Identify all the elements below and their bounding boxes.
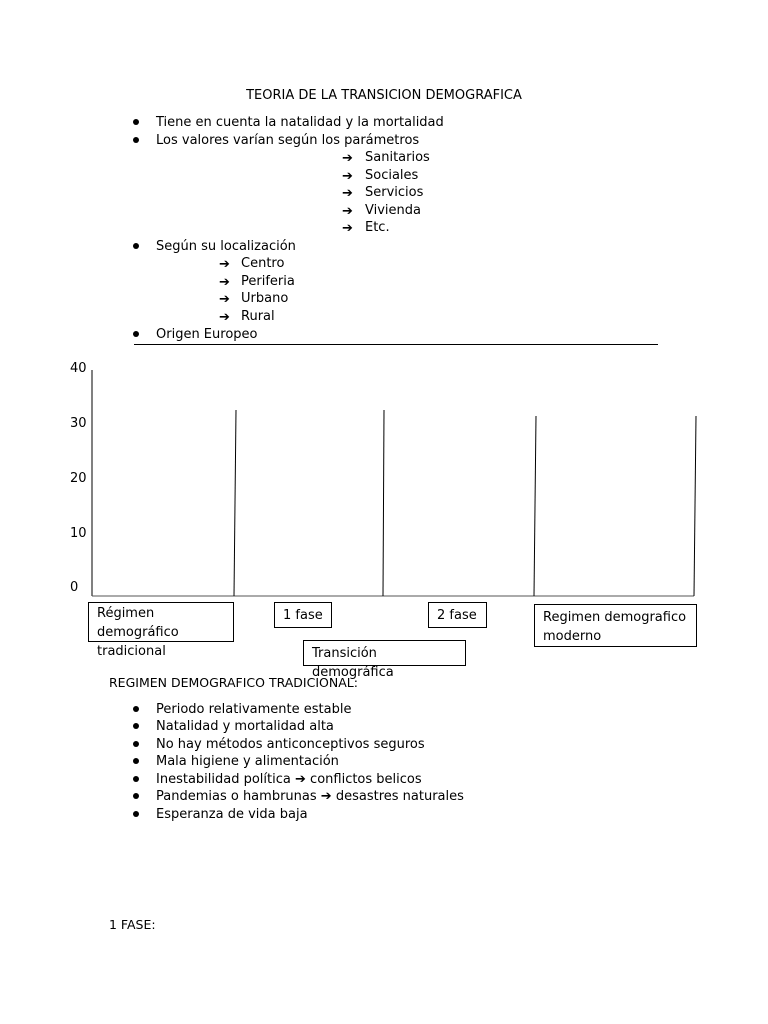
- arrow-right-icon: ➔: [342, 151, 353, 166]
- box-regimen-tradicional: [88, 602, 234, 659]
- bullet-item: Según su localización: [156, 239, 296, 254]
- parametro-item: Sanitarios: [365, 150, 430, 165]
- bullet-item: Tiene en cuenta la natalidad y la mortalidad: [156, 115, 444, 130]
- bullet-item-text: Pandemias o hambrunas: [156, 789, 317, 804]
- bullet-item: Los valores varían según los parámetros: [156, 133, 420, 148]
- arrow-right-icon: ➔: [342, 169, 353, 184]
- y-tick-label: 0: [70, 580, 79, 595]
- arrow-right-icon: ➔: [219, 257, 230, 272]
- arrow-right-icon: ➔: [342, 186, 353, 201]
- phase-divider: [534, 416, 536, 596]
- localizacion-item: Urbano: [241, 291, 289, 306]
- box-fase-1: [274, 602, 332, 628]
- box-text-line: Régimen demográfico: [97, 606, 179, 640]
- arrow-right-icon: ➔: [219, 275, 230, 290]
- box-text-line: moderno: [543, 629, 602, 644]
- bullet-marker: [133, 793, 139, 799]
- bullet-item-consequence: desastres naturales: [335, 789, 464, 804]
- y-tick-label: 10: [70, 526, 87, 541]
- box-text: 2 fase: [437, 608, 477, 623]
- arrow-right-icon: ➔: [219, 292, 230, 307]
- section-heading: 1 FASE:: [109, 917, 156, 932]
- y-tick-label: 30: [70, 416, 87, 431]
- bullet-item: [156, 789, 464, 804]
- bullet-item: Natalidad y mortalidad alta: [156, 719, 334, 734]
- box-fase-2: [428, 602, 487, 628]
- bullet-item-text: Inestabilidad política: [156, 772, 291, 787]
- localizacion-item: Centro: [241, 256, 285, 271]
- parametro-item: Vivienda: [365, 203, 421, 218]
- arrow-right-icon: ➔: [295, 772, 306, 787]
- arrow-right-icon: ➔: [342, 221, 353, 236]
- arrow-right-icon: ➔: [320, 789, 332, 804]
- bullet-item-consequence: conflictos belicos: [310, 772, 422, 787]
- arrow-right-icon: ➔: [342, 204, 353, 219]
- section-heading: REGIMEN DEMOGRAFICO TRADICIONAL:: [109, 675, 358, 690]
- phase-divider: [234, 410, 236, 596]
- box-regimen-moderno: [534, 604, 697, 647]
- bullet-item: Origen Europeo: [156, 327, 258, 342]
- bullet-item: Esperanza de vida baja: [156, 807, 308, 822]
- phase-divider: [694, 416, 696, 596]
- bullet-marker: [133, 811, 139, 817]
- bullet-item: Periodo relativamente estable: [156, 702, 352, 717]
- bullet-marker: [133, 758, 139, 764]
- parametro-item: Etc.: [365, 220, 390, 235]
- box-transicion: [303, 640, 466, 680]
- box-text: Transición demográfica: [312, 646, 394, 680]
- y-tick-label: 20: [70, 471, 87, 486]
- localizacion-item: Periferia: [241, 274, 295, 289]
- bullet-marker: [133, 741, 139, 747]
- bullet-item: Mala higiene y alimentación: [156, 754, 339, 769]
- phase-divider: [383, 410, 384, 596]
- bullet-marker: [133, 723, 139, 729]
- bullet-marker: [133, 776, 139, 782]
- arrow-right-icon: ➔: [219, 310, 230, 325]
- box-text: 1 fase: [283, 608, 323, 623]
- box-text-line: tradicional: [97, 644, 166, 659]
- bullet-item: No hay métodos anticonceptivos seguros: [156, 737, 425, 752]
- box-text-line: Regimen demografico: [543, 610, 687, 625]
- parametro-item: Servicios: [365, 185, 424, 200]
- page-title: TEORIA DE LA TRANSICION DEMOGRAFICA: [246, 88, 522, 103]
- parametro-item: Sociales: [365, 168, 419, 183]
- bullet-item: [156, 772, 422, 787]
- localizacion-item: Rural: [241, 309, 275, 324]
- bullet-marker: [133, 706, 139, 712]
- y-tick-label: 40: [70, 361, 87, 376]
